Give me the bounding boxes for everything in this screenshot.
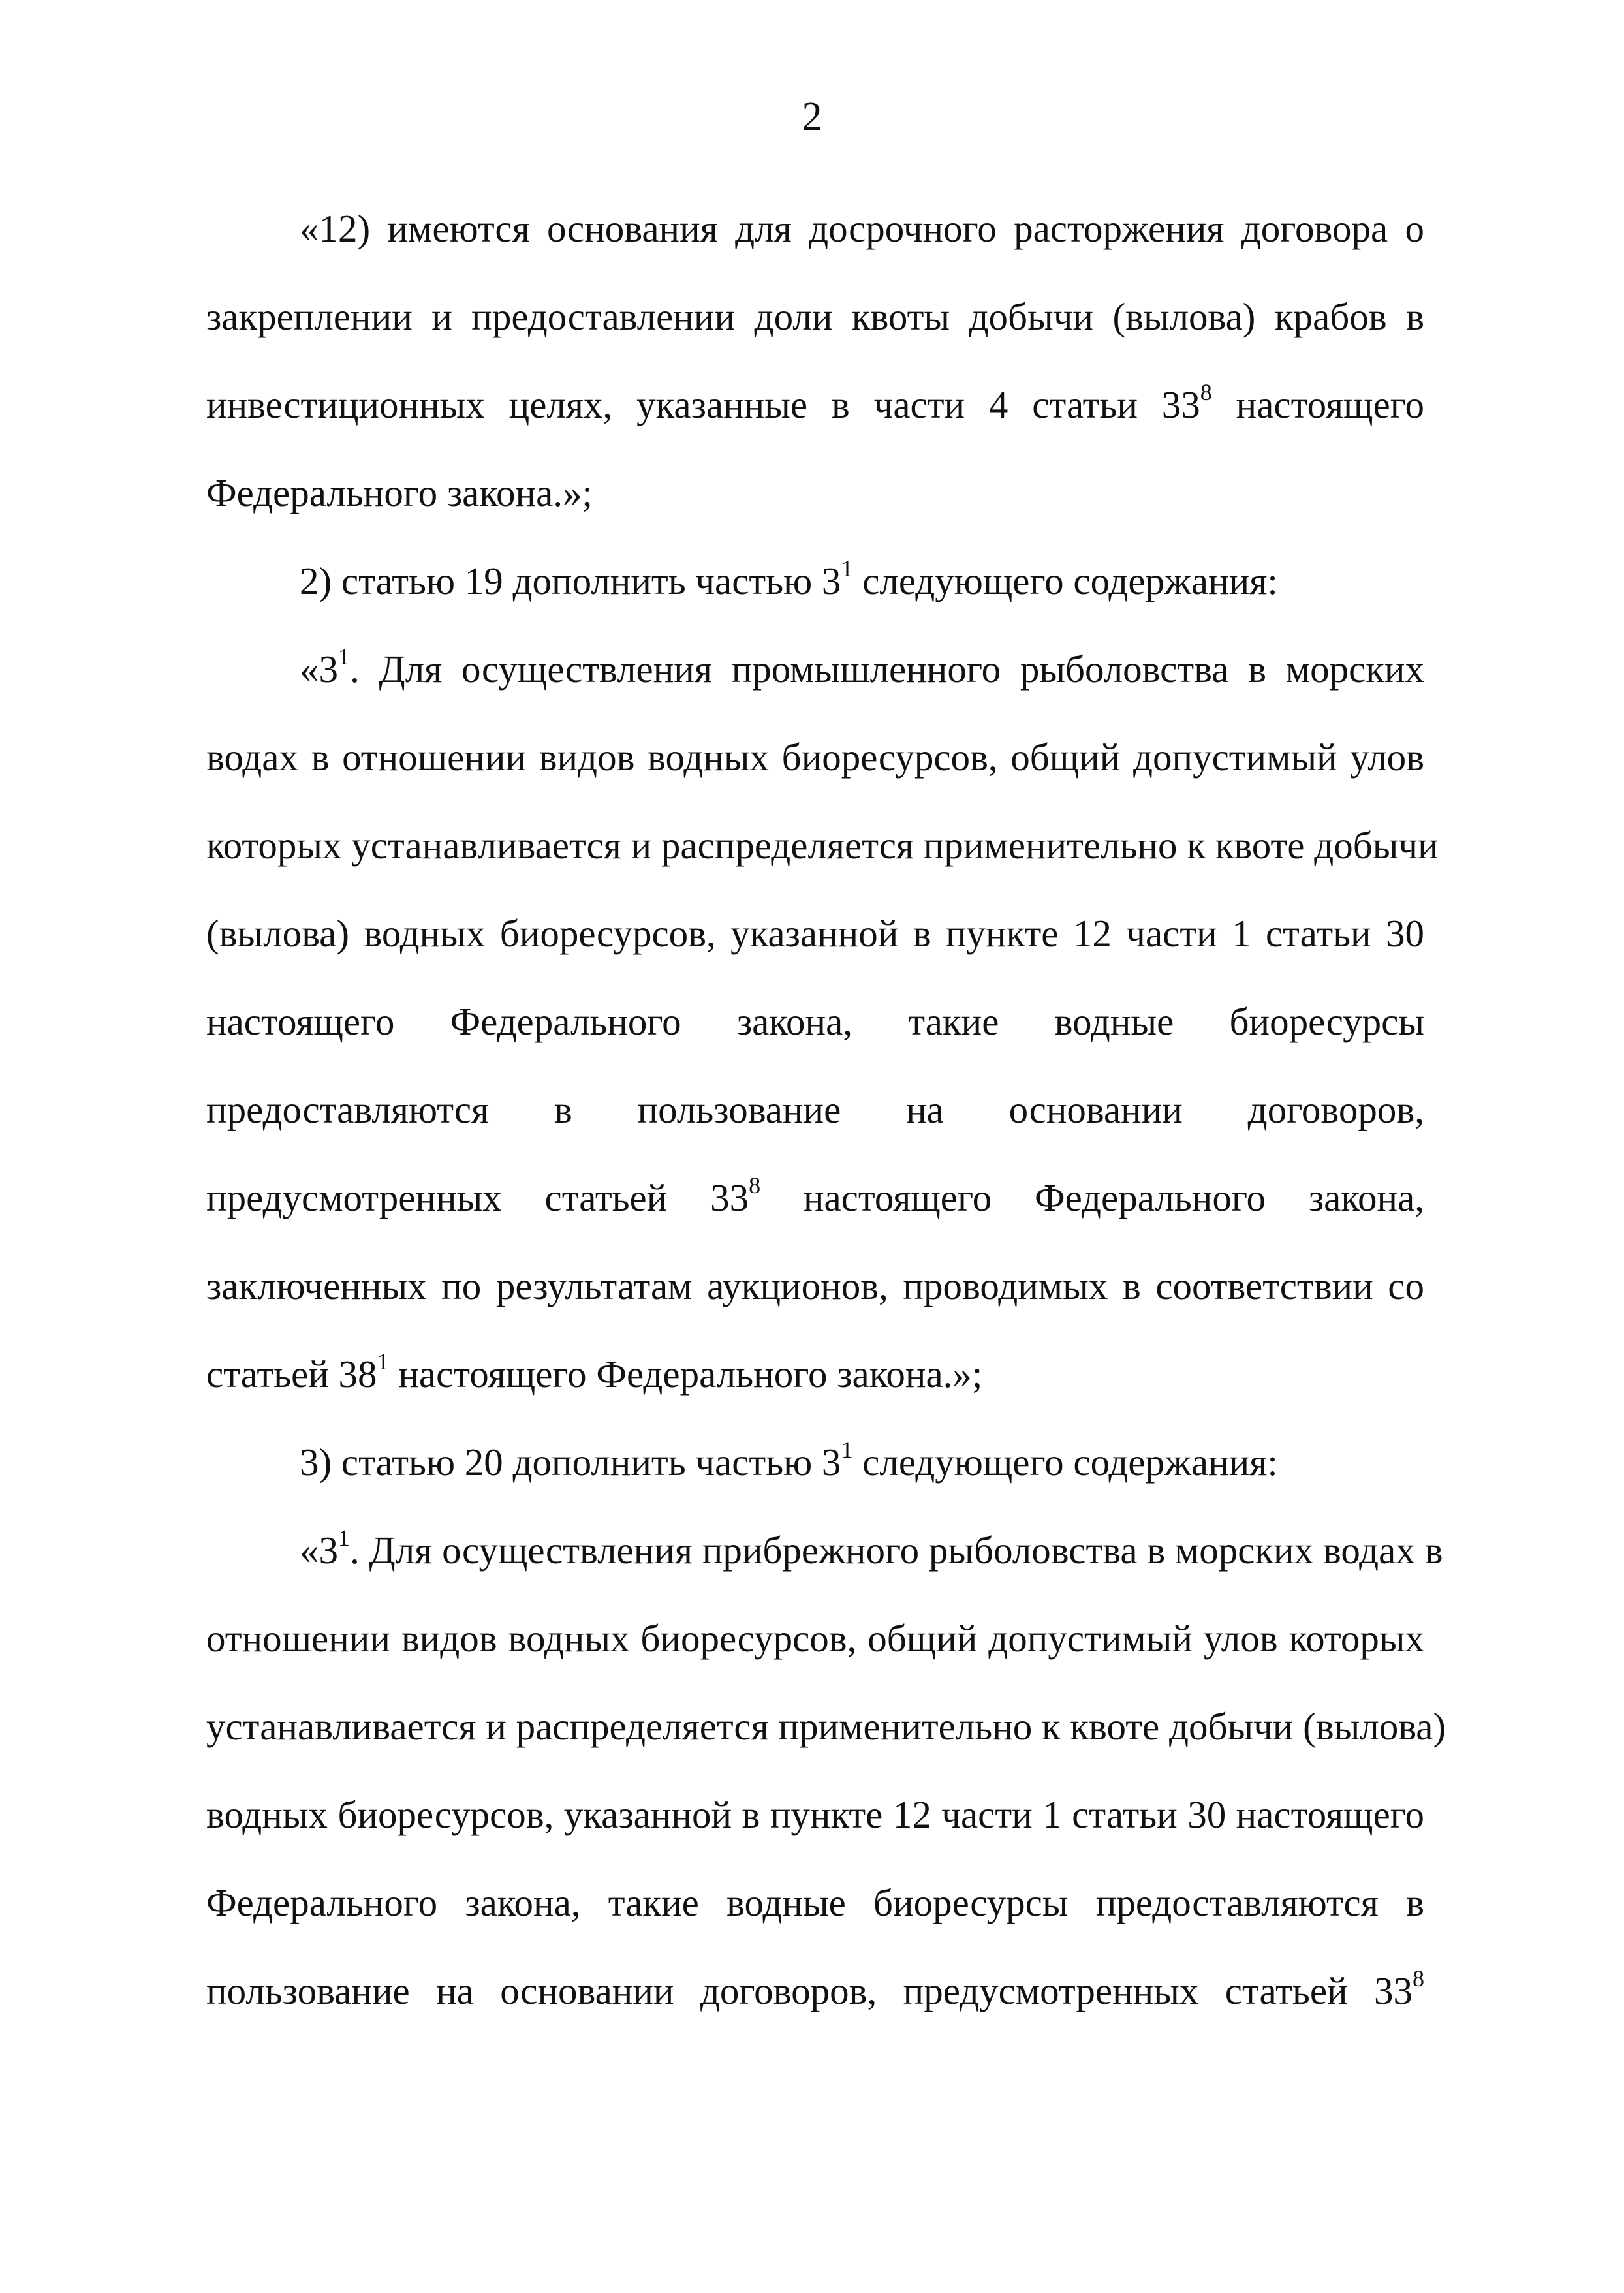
text-line: инвестиционных целях, указанные в части 4 статьи $33^8$ настоящего xyxy=(206,379,1424,426)
text-line: водах в отношении видов водных биоресурсов, общий допустимый улов xyxy=(206,736,1424,779)
page-number: 2 xyxy=(802,95,822,139)
text-line: предоставляются в пользование на основании договоров, xyxy=(206,1088,1424,1131)
text-line: которых устанавливается и распределяется применительно к квоте добычи xyxy=(206,824,1439,867)
text-line: «$3^1$. Для осуществления прибрежного рыболовства в морских водах в xyxy=(300,1525,1443,1572)
text-line: (вылова) водных биоресурсов, указанной в пункте 12 части 1 статьи 30 xyxy=(206,912,1424,955)
text-line: 2) статью 19 дополнить частью $3^1$ следующего содержания: xyxy=(300,555,1278,602)
text-line: предусмотренных статьей $33^8$ настоящего Федерального закона, xyxy=(206,1172,1425,1219)
text-line: настоящего Федерального закона, такие водные биоресурсы xyxy=(206,1000,1424,1043)
text-line: пользование на основании договоров, предусмотренных статьей $33^8$ xyxy=(206,1965,1424,2012)
text-line: «12) имеются основания для досрочного расторжения договора о xyxy=(300,207,1424,250)
document-body xyxy=(206,185,1446,2035)
text-line: водных биоресурсов, указанной в пункте 12 части 1 статьи 30 настоящего xyxy=(206,1793,1424,1836)
text-line: 3) статью 20 дополнить частью $3^1$ следующего содержания: xyxy=(300,1437,1278,1484)
text-line: Федерального закона.»; xyxy=(206,471,593,514)
text-line: закреплении и предоставлении доли квоты добычи (вылова) крабов в xyxy=(206,295,1424,338)
text-line: Федерального закона, такие водные биоресурсы предоставляются в xyxy=(206,1881,1424,1924)
text-line: устанавливается и распределяется применительно к квоте добычи (вылова) xyxy=(206,1705,1446,1748)
text-line: «$3^1$. Для осуществления промышленного рыболовства в морских xyxy=(300,644,1424,691)
text-line: отношении видов водных биоресурсов, общий допустимый улов которых xyxy=(206,1617,1424,1660)
text-line: заключенных по результатам аукционов, проводимых в соответствии со xyxy=(206,1264,1424,1307)
text-line: статьей $38^1$ настоящего Федерального закона.»; xyxy=(206,1349,983,1396)
